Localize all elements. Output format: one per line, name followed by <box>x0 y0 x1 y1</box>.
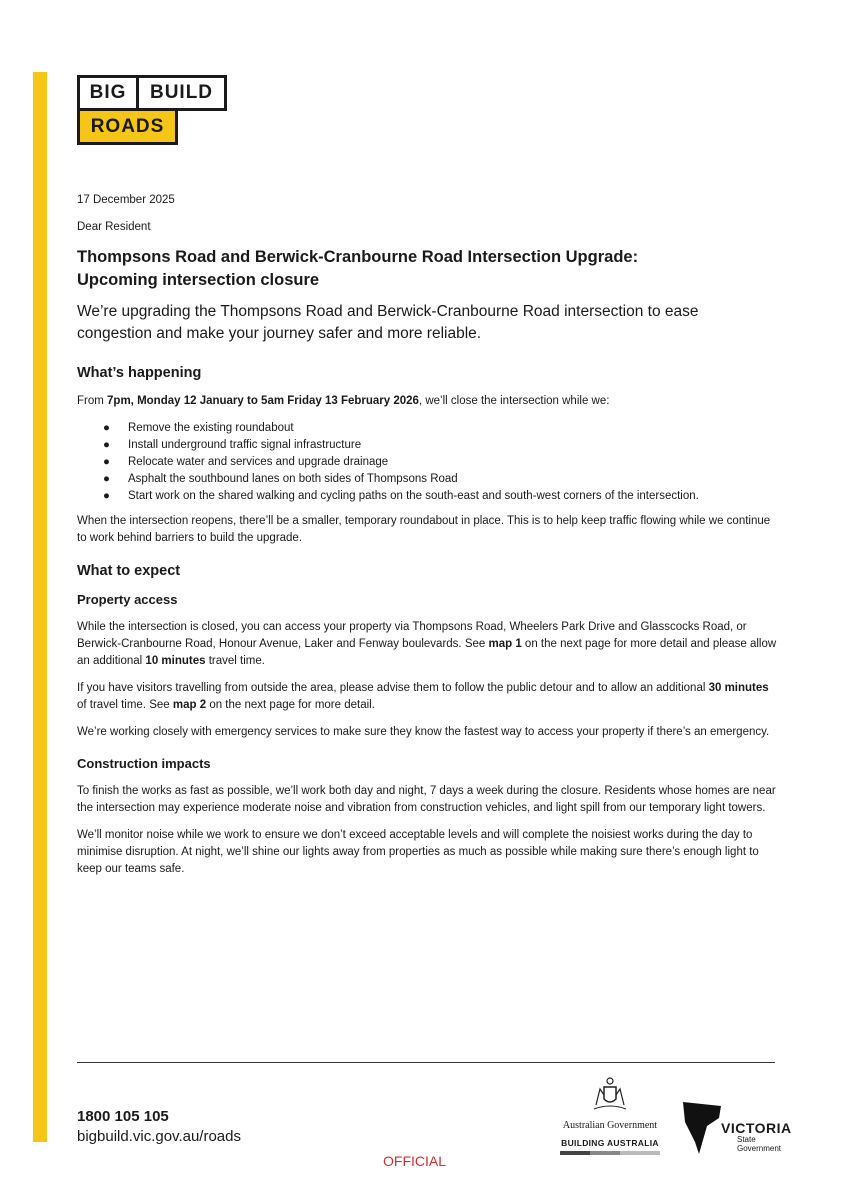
bullet-icon: ● <box>103 490 110 502</box>
building-australia-text: BUILDING AUSTRALIA <box>561 1138 659 1148</box>
heading-what-to-expect: What to expect <box>77 563 181 579</box>
letter-body <box>77 192 777 888</box>
victoria-map-icon <box>683 1102 723 1154</box>
construction-paragraph-1: To finish the works as fast as possible, we’ll work both day and night, 7 days a week during the closure. Residents whose homes are near the intersection may experience moderate noise and vibration from construction vehicles, and light spill from our temporary light towers. <box>77 785 776 814</box>
footer-divider <box>77 1062 775 1063</box>
closure-dates: 7pm, Monday 12 January to 5am Friday 13 February 2026 <box>107 395 419 407</box>
bullet-icon: ● <box>103 473 110 485</box>
aus-gov-text: Australian Government <box>562 1120 658 1131</box>
bullet-icon: ● <box>103 456 110 468</box>
construction-paragraph-2: We’ll monitor noise while we work to ensure we don’t exceed acceptable levels and will complete the noisiest works during the day to minimise disruption. At night, we’ll shine our lights away from properties as much as possible while making sure there’s enough light to keep our teams safe. <box>77 829 759 875</box>
page-title <box>77 246 777 292</box>
closure-lead: From 7pm, Monday 12 January to 5am Friday 13 February 2026, we’ll close the intersection while we: <box>77 395 610 407</box>
logo-word-big: BIG <box>77 75 139 111</box>
state-government-text: State Government <box>737 1135 782 1153</box>
victoria-wordmark: VICTORIA <box>721 1120 792 1136</box>
salutation: Dear Resident <box>77 221 151 233</box>
heading-whats-happening: What’s happening <box>77 365 202 381</box>
coat-of-arms-icon <box>590 1075 630 1113</box>
list-item: ● Relocate water and services and upgrade drainage <box>77 454 777 471</box>
australian-government-logo <box>560 1075 660 1157</box>
reopen-paragraph: When the intersection reopens, there’ll be a smaller, temporary roundabout in place. This is to help keep traffic flowing while we continue to work behind barriers to build the upgrade. <box>77 515 771 544</box>
works-list <box>77 420 777 505</box>
logo-word-roads: ROADS <box>77 108 178 145</box>
letter-date: 17 December 2025 <box>77 194 175 206</box>
heading-property-access: Property access <box>77 592 178 607</box>
victoria-state-government-logo <box>683 1102 803 1157</box>
contact-url[interactable]: bigbuild.vic.gov.au/roads <box>77 1128 241 1145</box>
list-item: ● Install underground traffic signal infrastructure <box>77 437 777 454</box>
title-line-2: Upcoming intersection closure <box>77 271 320 289</box>
bullet-icon: ● <box>103 422 110 434</box>
accent-bar <box>33 72 47 1142</box>
heading-construction-impacts: Construction impacts <box>77 756 211 771</box>
bullet-icon: ● <box>103 439 110 451</box>
contact-phone[interactable]: 1800 105 105 <box>77 1108 169 1125</box>
aus-gov-stripe <box>560 1151 660 1155</box>
logo-word-build: BUILD <box>136 75 227 111</box>
access-paragraph-3: We’re working closely with emergency services to make sure they know the fastest way to access your property if there’s an emergency. <box>77 726 770 738</box>
list-item: ● Remove the existing roundabout <box>77 420 777 437</box>
intro-paragraph: We’re upgrading the Thompsons Road and Berwick-Cranbourne Road intersection to ease congestion and make your journey safer and more reliable. <box>77 303 699 342</box>
access-paragraph-1: While the intersection is closed, you can access your property via Thompsons Road, Wheelers Park Drive and Glasscocks Road, or Berwick-Cranbourne Road, Honour Avenue, Laker and Fenway boulevards. See map 1 on the next page for more detail and please allow an additional 10 minutes travel time. <box>77 621 777 667</box>
list-item: ● Asphalt the southbound lanes on both sides of Thompsons Road <box>77 471 777 488</box>
big-build-roads-logo <box>77 75 227 145</box>
list-item: ● Start work on the shared walking and cycling paths on the south-east and south-west corners of the intersection. <box>77 488 777 505</box>
classification-label: OFFICIAL <box>383 1153 447 1169</box>
title-line-1: Thompsons Road and Berwick-Cranbourne Road Intersection Upgrade: <box>77 248 639 266</box>
access-paragraph-2: If you have visitors travelling from outside the area, please advise them to follow the public detour and to allow an additional 30 minutes of travel time. See map 2 on the next page for more detail. <box>77 682 769 711</box>
